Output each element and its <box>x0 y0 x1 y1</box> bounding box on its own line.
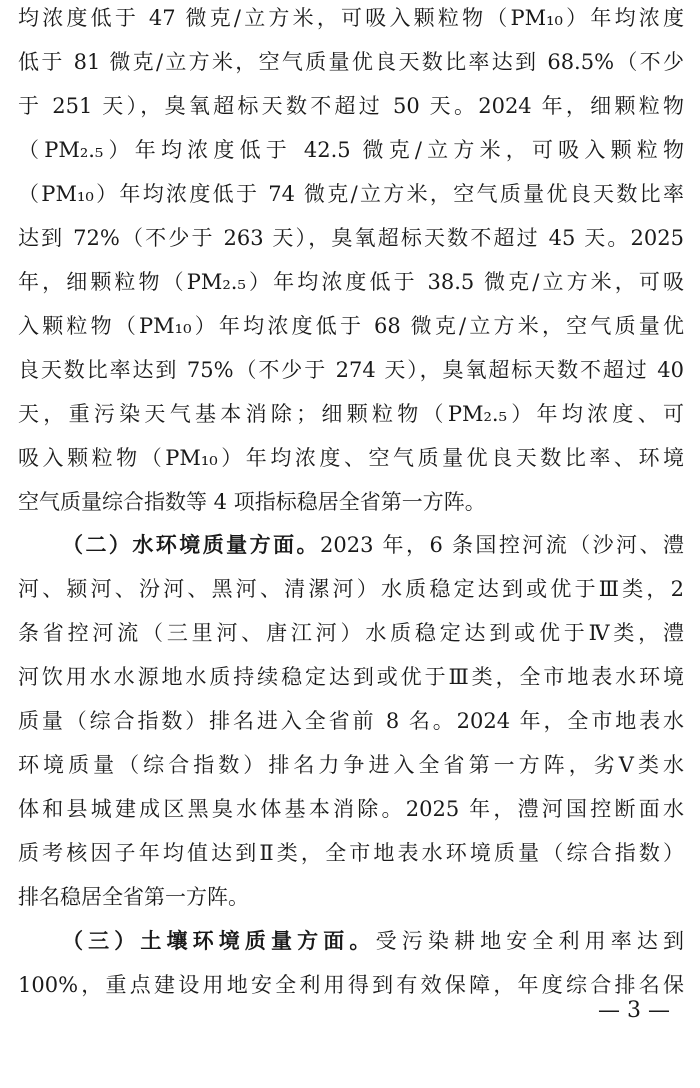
section-3-text: 受污染耕地安全利用率达到 <box>375 929 685 953</box>
text-line: 100%，重点建设用地安全利用得到有效保障，年度综合排名保 <box>18 973 684 997</box>
section-2-text: 2023 年，6 条国控河流（沙河、澧 <box>319 533 685 557</box>
text-line: 天，重污染天气基本消除；细颗粒物（PM₂.₅）年均浓度、可 <box>18 402 684 426</box>
text-line: 河饮用水水源地水质持续稳定达到或优于Ⅲ类，全市地表水环境 <box>18 665 684 689</box>
page-number: — 3 — <box>598 998 670 1023</box>
text-line: 良天数比率达到 75%（不少于 274 天），臭氧超标天数不超过 40 <box>18 358 684 382</box>
text-line: 条省控河流（三里河、唐江河）水质稳定达到或优于Ⅳ类，澧 <box>18 621 684 645</box>
section-2-first-line <box>62 530 684 560</box>
text-line: 体和县城建成区黑臭水体基本消除。2025 年，澧河国控断面水 <box>18 797 684 821</box>
text-line: 质量（综合指数）排名进入全省前 8 名。2024 年，全市地表水 <box>18 709 684 733</box>
section-3-first-line <box>62 926 684 956</box>
section-2-heading: （二）水环境质量方面。 <box>62 532 320 557</box>
text-line: 年，细颗粒物（PM₂.₅）年均浓度低于 38.5 微克/立方米，可吸 <box>18 270 684 294</box>
text-line: 环境质量（综合指数）排名力争进入全省第一方阵，劣Ⅴ类水 <box>18 753 684 777</box>
text-line: 于 251 天），臭氧超标天数不超过 50 天。2024 年，细颗粒物 <box>18 94 684 118</box>
text-line: 质考核因子年均值达到Ⅱ类，全市地表水环境质量（综合指数） <box>18 841 684 865</box>
text-line: 河、颍河、汾河、黑河、清漯河）水质稳定达到或优于Ⅲ类，2 <box>18 577 684 601</box>
text-line: 排名稳居全省第一方阵。 <box>18 885 249 909</box>
text-line: （PM₁₀）年均浓度低于 74 微克/立方米，空气质量优良天数比率 <box>18 182 684 206</box>
text-line: 入颗粒物（PM₁₀）年均浓度低于 68 微克/立方米，空气质量优 <box>18 314 684 338</box>
text-line: 吸入颗粒物（PM₁₀）年均浓度、空气质量优良天数比率、环境 <box>18 446 684 470</box>
section-3-heading: （三）土壤环境质量方面。 <box>62 928 376 953</box>
text-line: （PM₂.₅）年均浓度低于 42.5 微克/立方米，可吸入颗粒物 <box>18 138 684 162</box>
text-line: 空气质量综合指数等 4 项指标稳居全省第一方阵。 <box>18 490 486 514</box>
text-line: 均浓度低于 47 微克/立方米，可吸入颗粒物（PM₁₀）年均浓度 <box>18 6 684 30</box>
text-line: 达到 72%（不少于 263 天），臭氧超标天数不超过 45 天。2025 <box>18 226 684 250</box>
text-line: 低于 81 微克/立方米，空气质量优良天数比率达到 68.5%（不少 <box>18 50 684 74</box>
